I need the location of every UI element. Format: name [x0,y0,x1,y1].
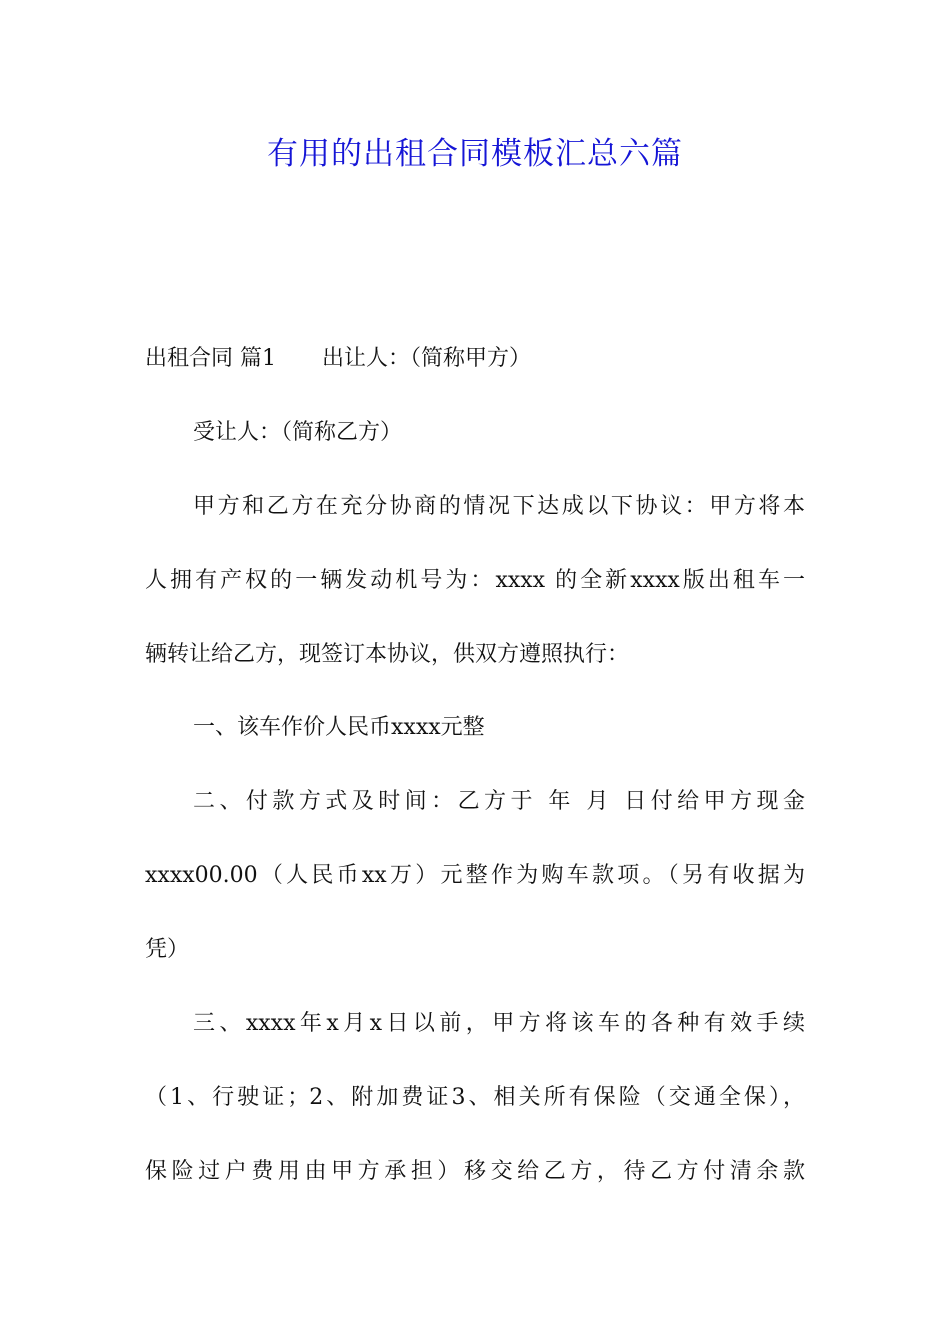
paragraph-line: xxxx00.00（人民币xx万）元整作为购车款项。（另有收据为 [145,863,805,889]
paragraph-line: 凭） [145,937,190,963]
contract-heading: 出租合同 篇1 [145,346,276,371]
paragraph-line: 人拥有产权的一辆发动机号为：xxxx 的全新xxxx版出租车一 [145,567,805,593]
paragraph-line: 甲方和乙方在充分协商的情况下达成以下协议：甲方将本 [193,493,805,519]
paragraph-line: 辆转让给乙方，现签订本协议，供双方遵照执行： [145,641,630,667]
paragraph-line: 保险过户费用由甲方承担）移交给乙方，待乙方付清余款 [145,1158,805,1184]
paragraph-line: 三、xxxx年x月x日以前，甲方将该车的各种有效手续 [193,1011,805,1037]
paragraph-line: 二、付款方式及时间：乙方于 年 月 日付给甲方现金 [193,789,805,815]
header-line [145,334,805,408]
document-body [145,334,805,1221]
paragraph-line: （1、行驶证；2、附加费证3、相关所有保险（交通全保）， [145,1084,805,1110]
paragraph-line: 受让人：（简称乙方） [193,419,403,445]
transferor-label: 出让人：（简称甲方） [322,346,532,371]
paragraph-line: 一、该车作价人民币xxxx元整 [193,715,485,741]
document-title: 有用的出租合同模板汇总六篇 [267,136,683,172]
